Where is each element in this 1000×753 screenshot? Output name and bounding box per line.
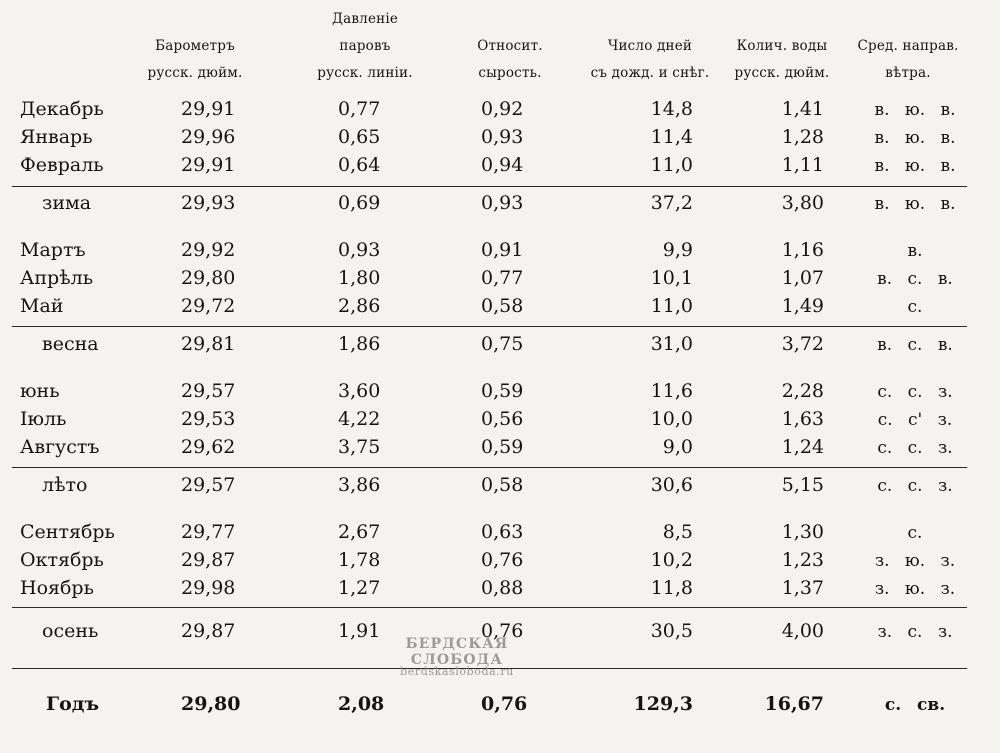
cell-barometer: 29,91 <box>181 98 236 120</box>
row-label: весна <box>42 333 99 355</box>
header-vapor-line1: Давленіе <box>331 11 399 27</box>
cell-barometer: 29,93 <box>181 192 236 214</box>
cell-wind: в. ю. в. <box>874 100 956 120</box>
cell-barometer: 29,87 <box>181 620 236 642</box>
cell-wind: с. св. <box>884 695 946 715</box>
header-wind <box>846 33 970 87</box>
header-water-line2: русск. дюйм. <box>734 65 830 81</box>
cell-humidity: 0,91 <box>481 239 524 261</box>
cell-vapor: 2,86 <box>338 295 381 317</box>
header-days-line2: съ дожд. и снѣг. <box>590 65 710 81</box>
cell-vapor: 0,77 <box>338 98 381 120</box>
cell-wind: в. <box>907 241 923 261</box>
cell-wind: с. с' з. <box>877 410 953 430</box>
cell-rain-days: 14,8 <box>650 98 693 120</box>
cell-wind: з. ю. з. <box>874 579 956 599</box>
cell-rain-days: 10,0 <box>650 408 693 430</box>
header-days-line1: Число дней <box>607 38 693 54</box>
header-water <box>718 33 846 87</box>
cell-humidity: 0,92 <box>481 98 524 120</box>
cell-wind: з. ю. з. <box>874 551 956 571</box>
cell-rain-days: 11,0 <box>650 154 693 176</box>
cell-water: 3,80 <box>781 192 824 214</box>
cell-rain-days: 8,5 <box>662 521 693 543</box>
cell-water: 1,41 <box>781 98 824 120</box>
cell-water: 5,15 <box>781 474 824 496</box>
cell-vapor: 1,78 <box>338 549 381 571</box>
header-vapor-line3: русск. линіи. <box>317 65 413 81</box>
cell-rain-days: 37,2 <box>650 192 693 214</box>
header-vapor-line2: паровъ <box>339 38 391 54</box>
cell-humidity: 0,76 <box>481 693 528 715</box>
cell-humidity: 0,58 <box>481 474 524 496</box>
row-label: Августъ <box>20 436 100 458</box>
row-label: зима <box>42 192 92 214</box>
cell-humidity: 0,88 <box>481 577 524 599</box>
cell-rain-days: 11,4 <box>650 126 693 148</box>
cell-barometer: 29,72 <box>181 295 236 317</box>
cell-water: 1,24 <box>781 436 824 458</box>
header-barometer <box>130 33 260 87</box>
cell-vapor: 3,75 <box>338 436 381 458</box>
cell-barometer: 29,57 <box>181 380 236 402</box>
cell-rain-days: 31,0 <box>650 333 693 355</box>
cell-barometer: 29,96 <box>181 126 236 148</box>
cell-humidity: 0,94 <box>481 154 524 176</box>
row-label: Сентябрь <box>20 521 115 543</box>
cell-wind: в. ю. в. <box>874 156 956 176</box>
cell-water: 4,00 <box>781 620 824 642</box>
cell-humidity: 0,77 <box>481 267 524 289</box>
cell-vapor: 0,64 <box>338 154 381 176</box>
cell-barometer: 29,92 <box>181 239 236 261</box>
cell-humidity: 0,93 <box>481 192 524 214</box>
cell-water: 16,67 <box>764 693 824 715</box>
cell-vapor: 2,08 <box>338 693 385 715</box>
cell-rain-days: 11,8 <box>650 577 693 599</box>
header-humidity-line1: Относит. <box>477 38 543 54</box>
row-label: Апрѣль <box>20 267 94 289</box>
cell-barometer: 29,77 <box>181 521 236 543</box>
cell-rain-days: 10,2 <box>650 549 693 571</box>
cell-humidity: 0,59 <box>481 380 524 402</box>
cell-rain-days: 10,1 <box>650 267 693 289</box>
cell-wind: в. с. в. <box>877 269 953 289</box>
cell-vapor: 0,93 <box>338 239 381 261</box>
cell-humidity: 0,76 <box>481 620 524 642</box>
watermark-title: БЕРДСКАЯ СЛОБОДА <box>405 636 509 668</box>
cell-vapor: 4,22 <box>338 408 381 430</box>
header-wind-line1: Сред. направ. <box>857 38 959 54</box>
cell-water: 1,37 <box>781 577 824 599</box>
rule-spring <box>12 326 967 327</box>
cell-vapor: 1,80 <box>338 267 381 289</box>
cell-water: 2,28 <box>781 380 824 402</box>
cell-rain-days: 30,6 <box>650 474 693 496</box>
cell-water: 1,28 <box>781 126 824 148</box>
header-barometer-line2: русск. дюйм. <box>147 65 243 81</box>
header-wind-line2: вѣтра. <box>885 65 931 81</box>
cell-rain-days: 11,0 <box>650 295 693 317</box>
row-label: Ноябрь <box>20 577 94 599</box>
row-label: юнь <box>20 380 60 402</box>
cell-rain-days: 129,3 <box>633 693 693 715</box>
row-label: Мартъ <box>20 239 86 261</box>
cell-water: 1,30 <box>781 521 824 543</box>
rule-year-top <box>12 668 967 669</box>
cell-water: 1,07 <box>781 267 824 289</box>
cell-vapor: 0,65 <box>338 126 381 148</box>
cell-vapor: 1,86 <box>338 333 381 355</box>
cell-barometer: 29,80 <box>181 693 241 715</box>
cell-wind: в. ю. в. <box>874 128 956 148</box>
cell-vapor: 3,86 <box>338 474 381 496</box>
cell-humidity: 0,56 <box>481 408 524 430</box>
row-label: Годъ <box>46 693 100 715</box>
row-label: Январь <box>20 126 93 148</box>
cell-vapor: 3,60 <box>338 380 381 402</box>
rule-summer <box>12 467 967 468</box>
cell-water: 1,23 <box>781 549 824 571</box>
cell-wind: с. с. з. <box>877 476 953 496</box>
row-label: Декабрь <box>20 98 104 120</box>
cell-humidity: 0,58 <box>481 295 524 317</box>
cell-rain-days: 30,5 <box>650 620 693 642</box>
cell-wind: з. с. з. <box>877 622 953 642</box>
header-humidity <box>450 33 570 87</box>
cell-barometer: 29,53 <box>181 408 236 430</box>
cell-water: 1,49 <box>781 295 824 317</box>
row-label: Іюль <box>20 408 67 430</box>
cell-vapor: 1,27 <box>338 577 381 599</box>
cell-humidity: 0,93 <box>481 126 524 148</box>
watermark <box>372 636 542 678</box>
cell-humidity: 0,63 <box>481 521 524 543</box>
rule-winter <box>12 186 967 187</box>
cell-barometer: 29,81 <box>181 333 236 355</box>
rule-autumn <box>12 607 967 608</box>
cell-humidity: 0,75 <box>481 333 524 355</box>
header-humidity-line2: сырость. <box>478 65 542 81</box>
cell-barometer: 29,57 <box>181 474 236 496</box>
header-barometer-line1: Барометръ <box>155 38 235 54</box>
row-label: лѣто <box>42 474 88 496</box>
watermark-url: berdskasloboda.ru <box>400 665 514 678</box>
cell-vapor: 1,91 <box>338 620 381 642</box>
cell-rain-days: 9,9 <box>662 239 693 261</box>
row-label: Октябрь <box>20 549 104 571</box>
cell-vapor: 0,69 <box>338 192 381 214</box>
cell-water: 1,63 <box>781 408 824 430</box>
cell-wind: в. с. в. <box>877 335 953 355</box>
cell-barometer: 29,80 <box>181 267 236 289</box>
cell-wind: с. <box>907 297 923 317</box>
cell-water: 3,72 <box>781 333 824 355</box>
header-days <box>585 33 715 87</box>
row-label: Май <box>20 295 64 317</box>
row-label: осень <box>42 620 99 642</box>
cell-water: 1,11 <box>781 154 824 176</box>
cell-wind: с. <box>907 523 923 543</box>
cell-water: 1,16 <box>781 239 824 261</box>
cell-humidity: 0,76 <box>481 549 524 571</box>
row-label: Февраль <box>20 154 104 176</box>
header-vapor <box>295 6 435 87</box>
cell-barometer: 29,91 <box>181 154 236 176</box>
cell-barometer: 29,87 <box>181 549 236 571</box>
cell-humidity: 0,59 <box>481 436 524 458</box>
cell-barometer: 29,98 <box>181 577 236 599</box>
cell-rain-days: 9,0 <box>662 436 693 458</box>
cell-wind: в. ю. в. <box>874 194 956 214</box>
cell-rain-days: 11,6 <box>650 380 693 402</box>
header-water-line1: Колич. воды <box>736 38 828 54</box>
cell-barometer: 29,62 <box>181 436 236 458</box>
cell-vapor: 2,67 <box>338 521 381 543</box>
cell-wind: с. с. з. <box>877 382 953 402</box>
cell-wind: с. с. з. <box>877 438 953 458</box>
